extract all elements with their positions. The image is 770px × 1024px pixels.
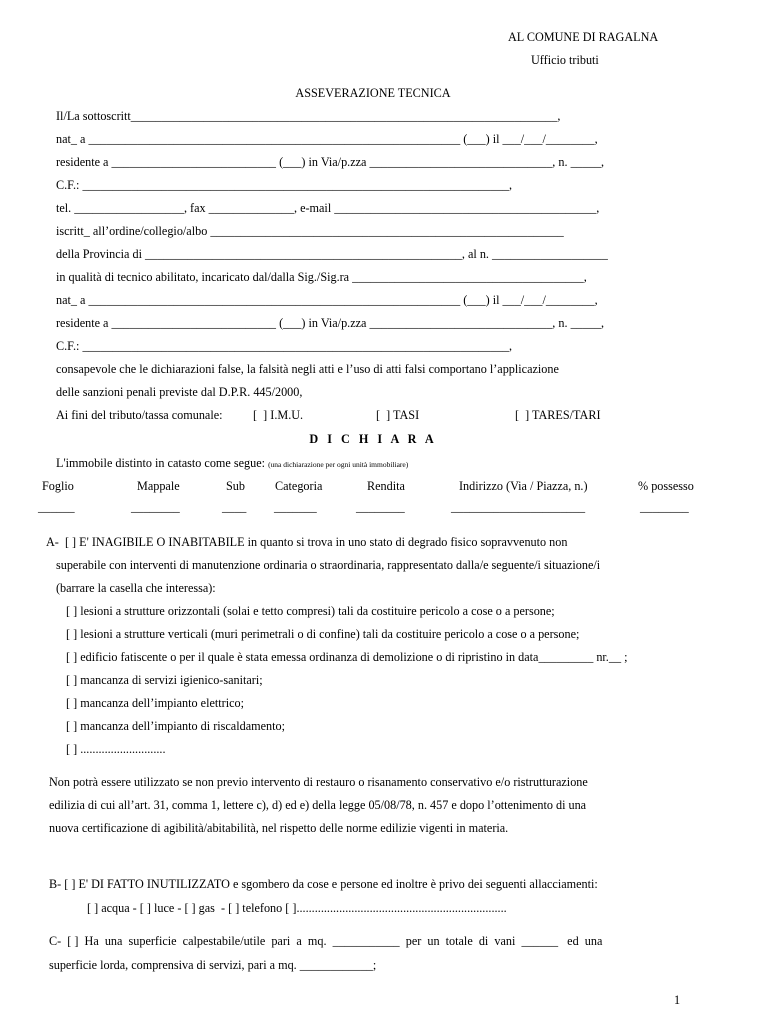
section-b-options[interactable]: [ ] acqua - [ ] luce - [ ] gas - [ ] telefono [ ].....................................................................	[87, 901, 507, 915]
blank-sub[interactable]: ____	[222, 500, 247, 514]
checkbox-no-heating[interactable]: [ ] mancanza dell’impianto di riscaldamento;	[66, 719, 285, 733]
tax-option-imu[interactable]: [ ] I.M.U.	[253, 408, 304, 422]
declaration-heading: D I C H I A R A	[309, 432, 437, 446]
office-heading: Ufficio tributi	[531, 53, 599, 67]
section-a-heading: A- [ ] E' INAGIBILE O INABITABILE in quanto si trova in uno stato di degrado fisico sopravvenuto non	[46, 535, 568, 549]
penalty-statement: consapevole che le dichiarazioni false, la falsità negli atti e l’uso di atti falsi comportano l’applicazione	[56, 362, 559, 376]
blank-possesso[interactable]: ________	[640, 500, 689, 514]
form-line-tax-code: C.F.: ______________________________________________________________________,	[56, 178, 513, 192]
checkbox-vertical-damage[interactable]: [ ] lesioni a strutture verticali (muri perimetrali o di confine) tali da costituire pericolo a cose o a persone;	[66, 627, 580, 641]
form-line-registry: iscritt_ all’ordine/collegio/albo __________________________________________________________	[56, 224, 564, 238]
penalty-statement-cont: delle sanzioni penali previste dal D.P.R. 445/2000,	[56, 385, 303, 399]
form-line-contacts: tel. __________________, fax ______________, e-mail ___________________________________________,	[56, 201, 600, 215]
col-header-possesso: % possesso	[638, 479, 694, 493]
form-line-client: in qualità di tecnico abilitato, incaricato dal/dalla Sig./Sig.ra ______________________________________,	[56, 270, 587, 284]
section-a-text: superabile con interventi di manutenzione ordinaria o straordinaria, rappresentato dalla/e seguente/i situazione/i	[56, 558, 601, 572]
checkbox-no-electric[interactable]: [ ] mancanza dell’impianto elettrico;	[66, 696, 244, 710]
cadastre-intro	[56, 456, 408, 472]
restoration-note-1: Non potrà essere utilizzato se non previo intervento di restauro o risanamento conservativo e/o ristrutturazione	[49, 775, 588, 789]
document-title: ASSEVERAZIONE TECNICA	[295, 86, 451, 100]
col-header-categoria: Categoria	[275, 479, 323, 493]
blank-indirizzo[interactable]: ______________________	[451, 500, 586, 514]
col-header-indirizzo: Indirizzo (Via / Piazza, n.)	[459, 479, 588, 493]
cadastre-intro-note: (una dichiarazione per ogni unità immobiliare)	[268, 460, 409, 469]
cadastre-intro-text: L'immobile distinto in catasto come segue:	[56, 456, 266, 470]
section-c-line2: superficie lorda, comprensiva di servizi, pari a mq. ____________;	[49, 958, 377, 972]
blank-rendita[interactable]: ________	[356, 500, 405, 514]
restoration-note-2: edilizia di cui all’art. 31, comma 1, lettere c), d) ed e) della legge 05/08/78, n. 457 e dopo l’ottenimento di una	[49, 798, 587, 812]
col-header-mappale: Mappale	[137, 479, 180, 493]
blank-mappale[interactable]: ________	[131, 500, 180, 514]
blank-foglio[interactable]: ______	[38, 500, 75, 514]
section-b-heading: B- [ ] E' DI FATTO INUTILIZZATO e sgombero da cose e persone ed inoltre è privo dei seguenti allacciamenti:	[49, 877, 598, 891]
checkbox-no-sanitary[interactable]: [ ] mancanza di servizi igienico-sanitari;	[66, 673, 263, 687]
col-header-sub: Sub	[226, 479, 245, 493]
checkbox-dilapidated-building[interactable]: [ ] edificio fatiscente o per il quale è stata emessa ordinanza di demolizione o di ripristino in data_________ nr.__ ;	[66, 650, 628, 664]
recipient-heading: AL COMUNE DI RAGALNA	[508, 30, 659, 44]
section-a-instruction: (barrare la casella che interessa):	[56, 581, 216, 595]
blank-categoria[interactable]: _______	[274, 500, 317, 514]
form-line-client-tax-code: C.F.: ______________________________________________________________________,	[56, 339, 513, 353]
form-line-client-birth: nat_ a _____________________________________________________________ (___) il ___/___/________,	[56, 293, 598, 307]
form-line-residence: residente a ___________________________ (___) in Via/p.zza ______________________________, n. _____,	[56, 155, 605, 169]
tax-prefix: Ai fini del tributo/tassa comunale:	[56, 408, 223, 422]
section-c-line1: C- [ ] Ha una superficie calpestabile/utile pari a mq. ___________ per un totale di vani ______ ed una	[49, 934, 603, 948]
checkbox-horizontal-damage[interactable]: [ ] lesioni a strutture orizzontali (solai e tetto compresi) tali da costituire pericolo a cose o a persone;	[66, 604, 555, 618]
restoration-note-3: nuova certificazione di agibilità/abitabilità, nel rispetto delle norme edilizie vigenti in materia.	[49, 821, 509, 835]
tax-option-tari[interactable]: [ ] TARES/TARI	[515, 408, 601, 422]
form-line-birth: nat_ a _____________________________________________________________ (___) il ___/___/________,	[56, 132, 598, 146]
checkbox-other[interactable]: [ ] ............................	[66, 742, 166, 756]
form-line-client-residence: residente a ___________________________ (___) in Via/p.zza ______________________________, n. _____,	[56, 316, 605, 330]
page-number: 1	[674, 993, 681, 1007]
form-line-name: Il/La sottoscritt______________________________________________________________________,	[56, 109, 561, 123]
col-header-foglio: Foglio	[42, 479, 74, 493]
form-line-province: della Provincia di ____________________________________________________, al n. ___________________	[56, 247, 608, 261]
tax-option-tasi[interactable]: [ ] TASI	[376, 408, 420, 422]
col-header-rendita: Rendita	[367, 479, 405, 493]
